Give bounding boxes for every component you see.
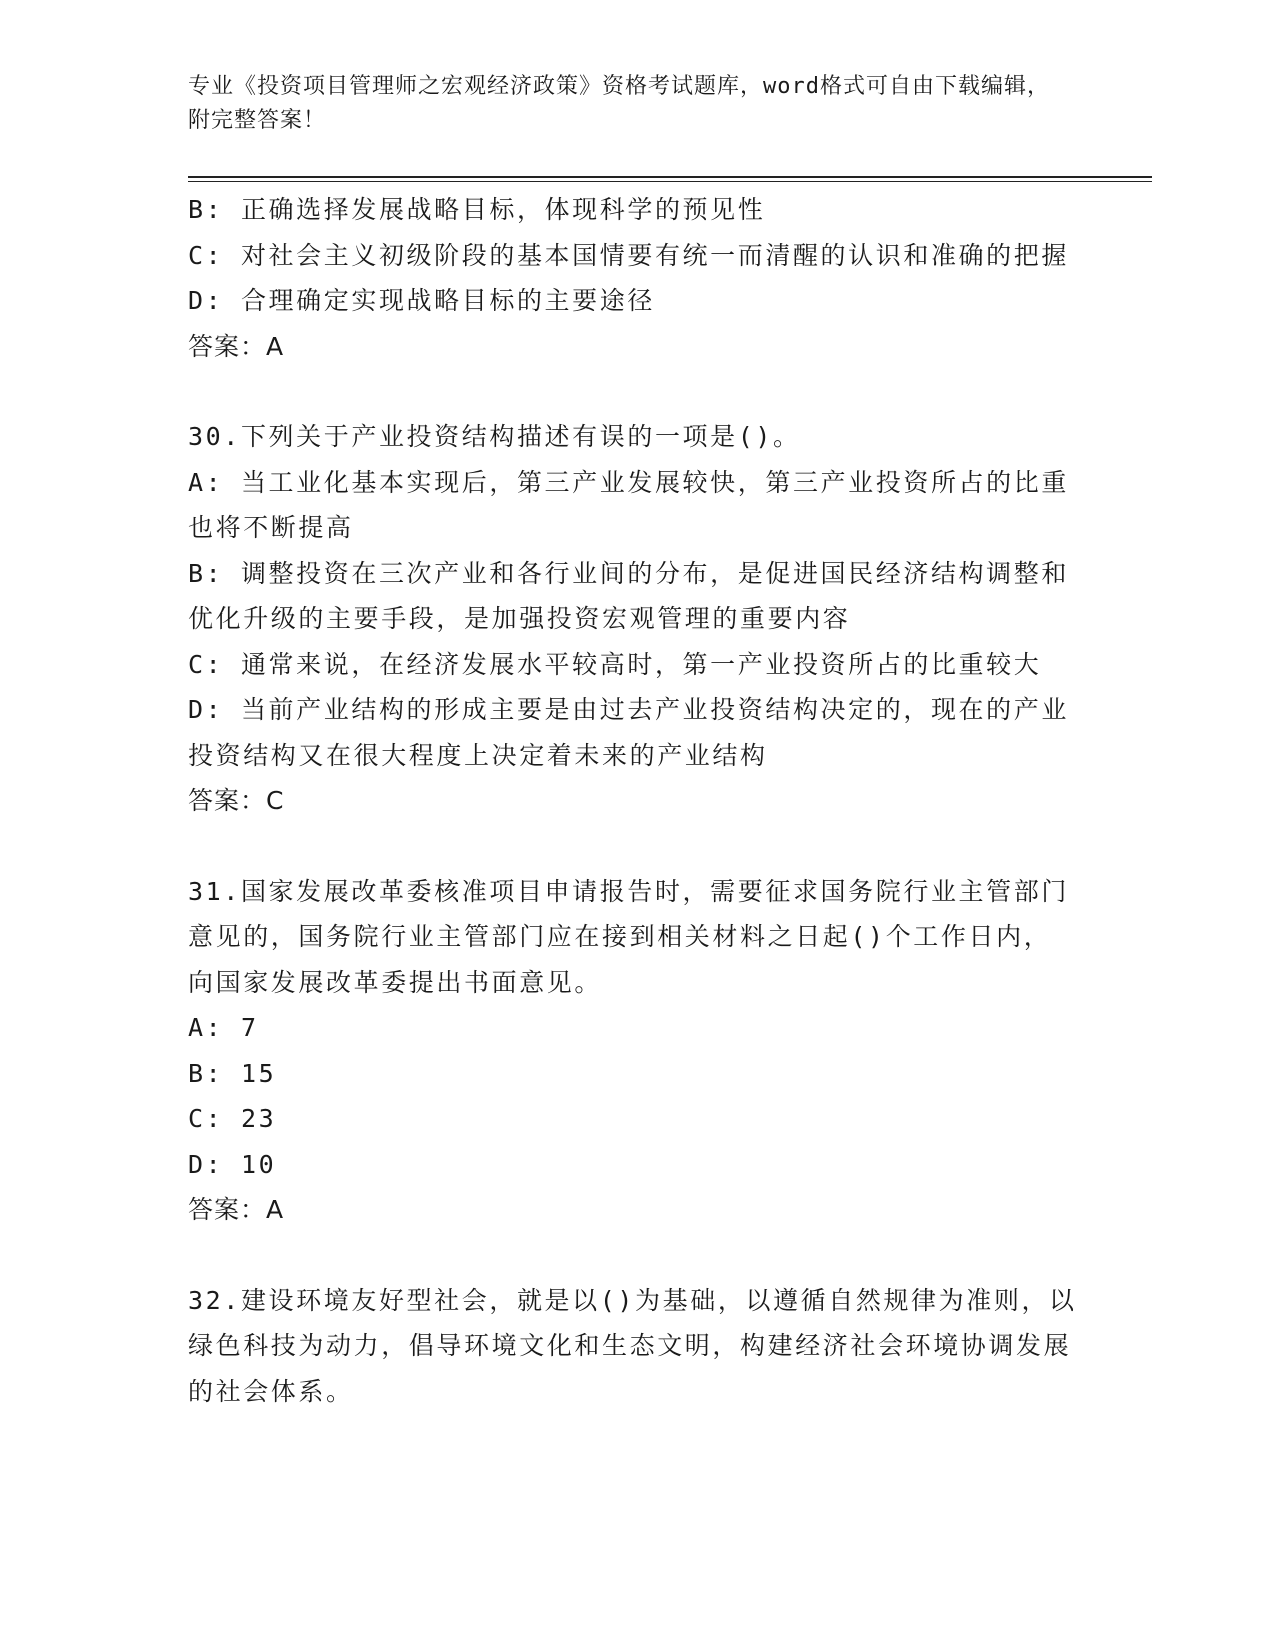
option-d: D: 10 (188, 1149, 277, 1179)
option-d: D: 合理确定实现战略目标的主要途径 (188, 286, 655, 315)
option-c: C: 对社会主义初级阶段的基本国情要有统一而清醒的认识和准确的把握 (188, 240, 1069, 270)
previous-question-block (188, 187, 1078, 369)
answer-line: 答案：A (188, 331, 285, 361)
document-body (188, 187, 1078, 1414)
question-31 (188, 869, 1078, 1233)
answer-line: 答案：A (188, 1195, 285, 1224)
header-divider-thick (188, 176, 1152, 178)
option-b: B: 正确选择发展战略目标，体现科学的预见性 (188, 195, 766, 224)
question-30 (188, 414, 1078, 824)
document-header: 专业《投资项目管理师之宏观经济政策》资格考试题库，word格式可自由下载编辑，附完整答案！ (188, 74, 1050, 133)
option-c: C: 通常来说，在经济发展水平较高时，第一产业投资所占的比重较大 (188, 649, 1042, 679)
option-b: B: 15 (188, 1058, 277, 1088)
answer-line: 答案：C (188, 786, 285, 815)
question-stem: 32.建设环境友好型社会，就是以()为基础，以遵循自然规律为准则，以绿色科技为动力，倡导环境文化和生态文明，构建经济社会环境协调发展的社会体系。 (188, 1285, 1077, 1406)
question-stem: 30.下列关于产业投资结构描述有误的一项是()。 (188, 422, 801, 451)
question-stem: 31.国家发展改革委核准项目申请报告时，需要征求国务院行业主管部门意见的，国务院行业主管部门应在接到相关材料之日起()个工作日内，向国家发展改革委提出书面意见。 (188, 876, 1069, 997)
option-c: C: 23 (188, 1104, 277, 1133)
option-b: B: 调整投资在三次产业和各行业间的分布，是促进国民经济结构调整和优化升级的主要手段，是加强投资宏观管理的重要内容 (188, 558, 1069, 633)
option-a: A: 当工业化基本实现后，第三产业发展较快，第三产业投资所占的比重也将不断提高 (188, 467, 1069, 542)
header-divider-thin (188, 181, 1152, 182)
question-32 (188, 1278, 1078, 1415)
option-d: D: 当前产业结构的形成主要是由过去产业投资结构决定的，现在的产业投资结构又在很大程度上决定着未来的产业结构 (188, 695, 1069, 770)
option-a: A: 7 (188, 1013, 259, 1042)
